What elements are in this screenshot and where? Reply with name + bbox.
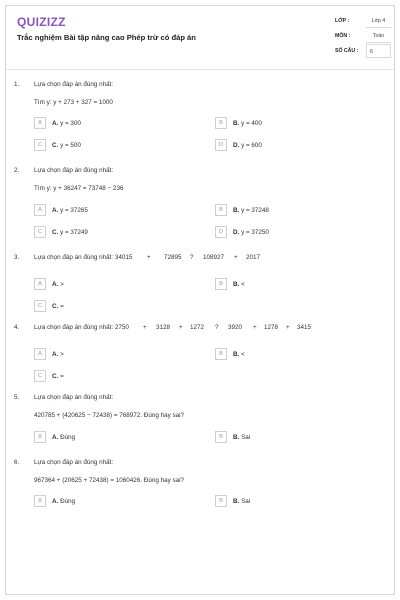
expression-token: + (286, 324, 290, 331)
option-text: Đúng (60, 434, 76, 441)
option-text: Sai (241, 434, 251, 441)
option-text: > (60, 351, 64, 358)
option-key: A. (52, 120, 59, 127)
option-letter-box: A (34, 431, 46, 443)
option-text: y = 300 (60, 120, 81, 127)
option-letter-box: A (34, 204, 46, 216)
worksheet-page (5, 5, 395, 595)
question-prompt: Lựa chọn đáp án đúng nhất: 34015 (34, 254, 133, 261)
option-letter-box: A (34, 348, 46, 360)
expression-token: ? (190, 254, 194, 261)
option-letter-box: B (215, 348, 227, 360)
expression-token: 72895 (164, 254, 182, 261)
question-number: 1. (14, 81, 20, 88)
option-text: y = 37250 (241, 229, 269, 236)
expression-token: + (179, 324, 183, 331)
expression-token: 3128 (156, 324, 171, 331)
option-text: = (60, 373, 64, 380)
question-number: 6. (14, 459, 20, 466)
meta-panel (331, 14, 393, 59)
option-key: C. (52, 303, 59, 310)
option-letter-box: D (215, 139, 227, 151)
question-prompt: Lựa chọn đáp án đúng nhất: (34, 459, 114, 466)
option-text: y = 400 (241, 120, 262, 127)
option-letter-box: B (215, 278, 227, 290)
option-key: C. (52, 373, 59, 380)
option-text: < (241, 351, 245, 358)
question-number: 4. (14, 324, 20, 331)
meta-count-row (331, 44, 393, 59)
option-key: B. (233, 120, 240, 127)
option-text: y = 37248 (241, 207, 269, 214)
meta-class-row (331, 14, 393, 29)
meta-value: Lớp 4 (366, 14, 391, 28)
option-key: C. (52, 142, 59, 149)
question-statement: Tìm y: y + 36247 = 73748 − 236 (34, 185, 124, 192)
option-key: B. (233, 281, 240, 288)
expression-token: + (253, 324, 257, 331)
expression-token: 3920 (228, 324, 243, 331)
option-letter-box: A (34, 278, 46, 290)
option-text: y = 500 (60, 142, 81, 149)
expression-token: 2017 (246, 254, 261, 261)
option-text: y = 600 (241, 142, 262, 149)
option-letter-box: B (215, 431, 227, 443)
option-key: D. (233, 142, 240, 149)
expression-token: + (143, 324, 147, 331)
option-letter-box: D (215, 226, 227, 238)
option-key: D. (233, 229, 240, 236)
question-number: 3. (14, 254, 20, 261)
option-text: < (241, 281, 245, 288)
option-letter-box: B (215, 495, 227, 507)
header-divider (6, 69, 394, 70)
option-key: B. (233, 207, 240, 214)
question-prompt: Lựa chọn đáp án đúng nhất: (34, 167, 114, 174)
meta-value: 6 (366, 44, 391, 58)
option-letter-box: C (34, 370, 46, 382)
option-key: B. (233, 434, 240, 441)
question-number: 2. (14, 167, 20, 174)
worksheet-header (6, 6, 394, 69)
question-statement: Tìm y: y + 273 + 327 = 1000 (34, 99, 113, 106)
meta-label: MÔN : (335, 33, 351, 39)
expression-token: 108927 (203, 254, 225, 261)
worksheet-title: Trắc nghiệm Bài tập nâng cao Phép trừ có đáp án (17, 33, 196, 42)
option-key: C. (52, 229, 59, 236)
option-key: A. (52, 351, 59, 358)
option-letter-box: C (34, 300, 46, 312)
question-statement: 420785 + (420625 − 72438) = 768972. Đúng hay sai? (34, 412, 185, 419)
option-letter-box: B (215, 204, 227, 216)
question-number: 5. (14, 394, 20, 401)
option-letter-box: C (34, 226, 46, 238)
question-statement: 967364 + (20625 + 72438) = 1060426. Đúng hay sai? (34, 477, 185, 484)
question-prompt: Lựa chọn đáp án đúng nhất: (34, 81, 114, 88)
expression-token: 1278 (264, 324, 279, 331)
meta-label: LỚP : (335, 18, 350, 24)
expression-token: 1272 (190, 324, 205, 331)
expression-token: 3415 (297, 324, 312, 331)
option-letter-box: A (34, 495, 46, 507)
quizizz-logo: QUIZIZZ (17, 15, 66, 29)
option-text: = (60, 303, 64, 310)
option-key: B. (233, 351, 240, 358)
option-text: y = 37249 (60, 229, 88, 236)
option-key: A. (52, 207, 59, 214)
option-text: y = 37265 (60, 207, 88, 214)
meta-label: SỐ CÂU : (335, 48, 359, 54)
expression-token: + (234, 254, 238, 261)
question-prompt: Lựa chọn đáp án đúng nhất: (34, 394, 114, 401)
option-letter-box: A (34, 117, 46, 129)
option-key: A. (52, 434, 59, 441)
question-prompt: Lựa chọn đáp án đúng nhất: 2750 (34, 324, 129, 331)
meta-subject-row (331, 29, 393, 44)
option-key: A. (52, 498, 59, 505)
option-letter-box: B (215, 117, 227, 129)
option-letter-box: C (34, 139, 46, 151)
meta-value: Toán (366, 29, 391, 43)
expression-token: + (147, 254, 151, 261)
option-text: > (60, 281, 64, 288)
expression-token: ? (215, 324, 219, 331)
option-text: Sai (241, 498, 251, 505)
option-key: A. (52, 281, 59, 288)
option-text: Đúng (60, 498, 76, 505)
option-key: B. (233, 498, 240, 505)
